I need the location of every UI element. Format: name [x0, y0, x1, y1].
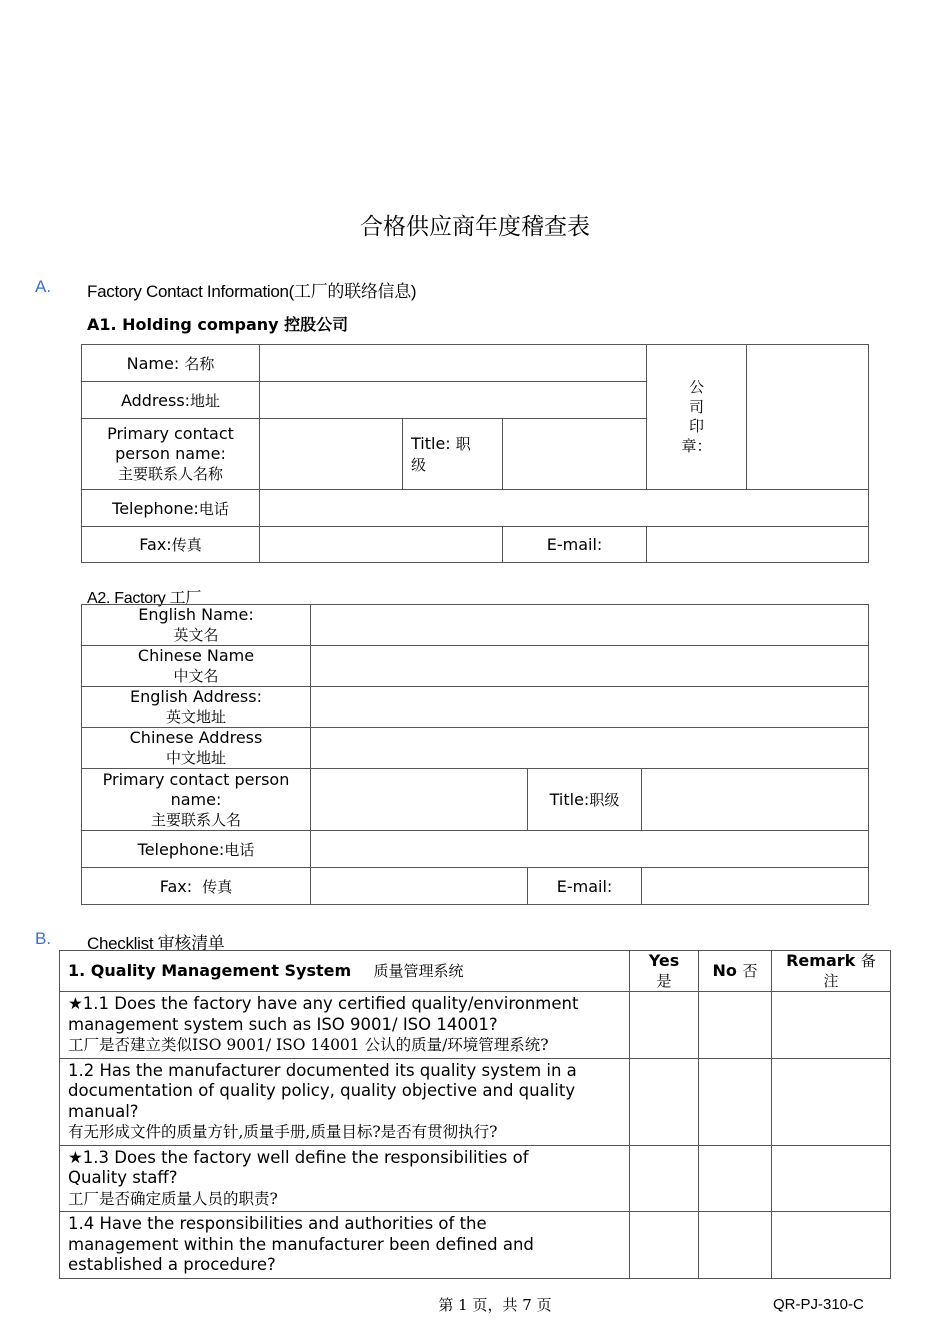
a1-telephone-field[interactable] — [260, 490, 869, 527]
a2-english-address-field[interactable] — [311, 687, 869, 728]
a1-address-field[interactable] — [260, 382, 647, 419]
a2-telephone-label: Telephone:电话 — [82, 831, 311, 868]
a2-title-field[interactable] — [642, 769, 869, 831]
checklist-table — [59, 950, 891, 1279]
a2-title-label: Title:职级 — [528, 769, 642, 831]
checklist-item-1-4-no[interactable] — [699, 1212, 772, 1279]
checklist-item-1-1-yes[interactable] — [630, 992, 699, 1059]
a1-title-label: Title: 职 级 — [403, 419, 503, 490]
table-row — [60, 992, 891, 1059]
checklist-item-1-3-remark[interactable] — [772, 1145, 891, 1212]
table-row — [60, 1212, 891, 1279]
section-a-title: Factory Contact Information(工厂的联络信息) — [87, 282, 417, 301]
a2-chinese-name-field[interactable] — [311, 646, 869, 687]
section-b-letter: B. — [35, 929, 52, 948]
a1-stamp-label: 公 司 印 章： — [647, 345, 747, 490]
a2-title: A2. Factory 工厂 — [87, 590, 202, 607]
checklist-item-1-1-remark[interactable] — [772, 992, 891, 1059]
a2-chinese-name-label: Chinese Name 中文名 — [82, 646, 311, 687]
a2-chinese-address-label: Chinese Address 中文地址 — [82, 728, 311, 769]
table-row — [60, 1058, 891, 1145]
checklist-item-1-1-no[interactable] — [699, 992, 772, 1059]
checklist-item-1-3: ★1.3 Does the factory well define the responsibilities of Quality staff? 工厂是否确定质量人员的职责? — [60, 1145, 630, 1212]
a1-title: A1. Holding company 控股公司 — [87, 315, 349, 334]
table-row — [60, 1145, 891, 1212]
a2-fax-field[interactable] — [311, 868, 528, 905]
checklist-header-remark: Remark 备 注 — [772, 951, 891, 992]
a1-fax-field[interactable] — [260, 527, 503, 563]
checklist-item-1-1: ★1.1 Does the factory have any certified quality/environment management system such as ISO 9001/ ISO 14001? 工厂是否建立类似ISO 9001/ ISO 14001 公认的质量/环境管理系统? — [60, 992, 630, 1059]
checklist-item-1-2-yes[interactable] — [630, 1058, 699, 1145]
a2-email-field[interactable] — [642, 868, 869, 905]
a1-address-label: Address:地址 — [82, 382, 260, 419]
checklist-item-1-4-yes[interactable] — [630, 1212, 699, 1279]
checklist-header-system: 1. Quality Management System 质量管理系统 — [60, 951, 630, 992]
section-b-title: Checklist 审核清单 — [87, 934, 225, 953]
a2-email-label: E-mail: — [528, 868, 642, 905]
a1-name-field[interactable] — [260, 345, 647, 382]
a1-telephone-label: Telephone:电话 — [82, 490, 260, 527]
a2-english-name-label: English Name: 英文名 — [82, 605, 311, 646]
a1-name-label: Name: 名称 — [82, 345, 260, 382]
checklist-item-1-2-remark[interactable] — [772, 1058, 891, 1145]
checklist-item-1-4: 1.4 Have the responsibilities and authorities of the management within the manufacturer been defined and established a procedure? — [60, 1212, 630, 1279]
section-a-letter: A. — [35, 277, 52, 296]
a2-contact-label: Primary contact person name: 主要联系人名 — [82, 769, 311, 831]
a1-stamp-area[interactable] — [747, 345, 869, 490]
checklist-item-1-2-no[interactable] — [699, 1058, 772, 1145]
document-title: 合格供应商年度稽查表 — [360, 214, 590, 240]
a1-fax-label: Fax:传真 — [82, 527, 260, 563]
a1-title-field[interactable] — [503, 419, 647, 490]
a1-email-label: E-mail: — [503, 527, 647, 563]
a2-chinese-address-field[interactable] — [311, 728, 869, 769]
checklist-item-1-4-remark[interactable] — [772, 1212, 891, 1279]
checklist-header-yes: Yes 是 — [630, 951, 699, 992]
a2-english-name-field[interactable] — [311, 605, 869, 646]
checklist-item-1-3-no[interactable] — [699, 1145, 772, 1212]
a1-contact-label: Primary contact person name: 主要联系人名称 — [82, 419, 260, 490]
checklist-header-no: No 否 — [699, 951, 772, 992]
a2-telephone-field[interactable] — [311, 831, 869, 868]
a2-factory-table — [81, 604, 869, 905]
page-number: 第 1 页，共 7 页 — [438, 1296, 552, 1314]
checklist-item-1-3-yes[interactable] — [630, 1145, 699, 1212]
a1-holding-company-table — [81, 344, 869, 563]
document-code: QR-PJ-310-C — [773, 1296, 864, 1313]
checklist-item-1-2: 1.2 Has the manufacturer documented its quality system in a documentation of quality policy, quality objective and quality manual? 有无形成文件的质量方针,质量手册,质量目标?是否有贯彻执行? — [60, 1058, 630, 1145]
a1-email-field[interactable] — [647, 527, 869, 563]
a1-contact-field[interactable] — [260, 419, 403, 490]
a2-contact-field[interactable] — [311, 769, 528, 831]
a2-english-address-label: English Address: 英文地址 — [82, 687, 311, 728]
a2-fax-label: Fax: 传真 — [82, 868, 311, 905]
